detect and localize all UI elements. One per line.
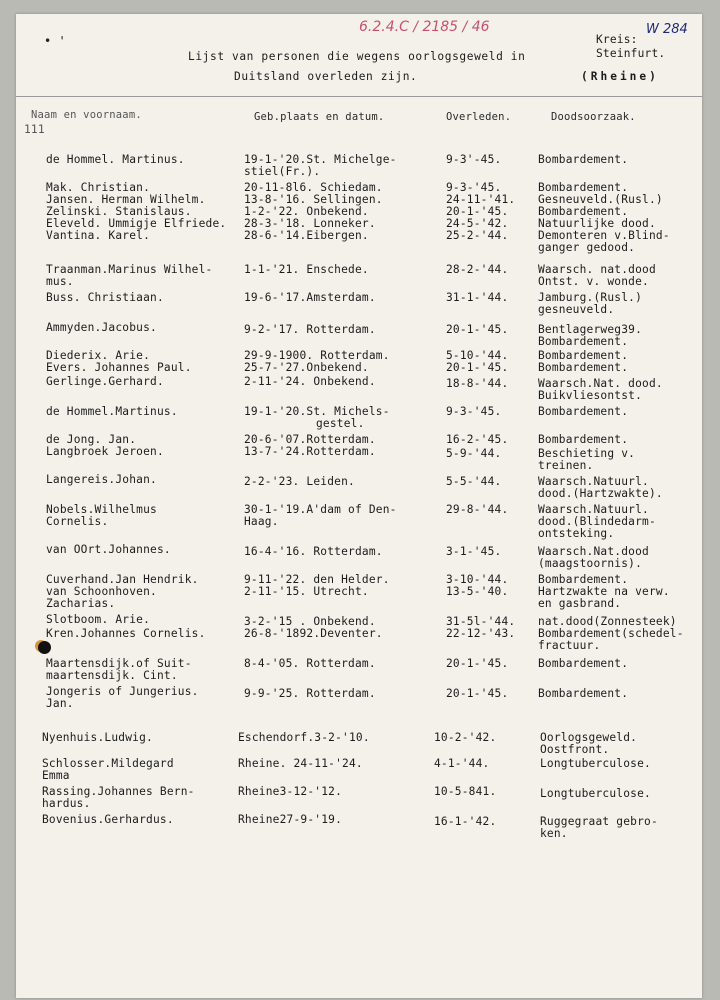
table-row-died: 31-5l-'44. [446,615,516,628]
table-row-name: Diederix. Arie. [46,349,151,362]
table-row-name: Rassing.Johannes Bern- [42,785,195,798]
table-row-birth: 29-9-1900. Rotterdam. [244,349,390,362]
table-row-birth: gestel. [316,417,365,430]
table-row-name: Mak. Christian. [46,181,151,194]
table-row-name: de Hommel. Martinus. [46,153,185,166]
table-row-name: Langbroek Jeroen. [46,445,164,458]
table-row-cause: Beschieting v. [538,447,636,460]
table-row-birth: 25-7-'27.Onbekend. [244,361,369,374]
table-row-birth: 13-8-'16. Sellingen. [244,193,383,206]
place-label: (Rheine) [581,70,659,83]
table-row-cause: Bombardement(schedel- [538,627,684,640]
table-row-cause: Waarsch.Nat.dood [538,545,649,558]
table-row-birth: stiel(Fr.). [244,165,321,178]
table-row-name: de Jong. Jan. [46,433,137,446]
table-row-died: 10-2-'42. [434,731,497,744]
table-row-birth: 2-2-'23. Leiden. [244,475,355,488]
table-row-cause: Jamburg.(Rusl.) [538,291,643,304]
header-rule [16,96,702,97]
margin-mark: 111 [24,123,45,136]
table-row-cause: dood.(Blindedarm- [538,515,656,528]
table-row-birth: 9-2-'17. Rotterdam. [244,323,376,336]
table-row-died: 24-5-'42. [446,217,509,230]
table-row-birth: 1-1-'21. Enschede. [244,263,369,276]
table-row-birth: 28-3-'18. Lonneker. [244,217,376,230]
table-row-birth: Rheine3-12-'12. [238,785,343,798]
table-row-cause: ken. [540,827,568,840]
table-row-cause: gesneuveld. [538,303,615,316]
table-row-cause: Bombardement. [538,433,629,446]
table-row-died: 18-8-'44. [446,377,509,390]
table-row-birth: 13-7-'24.Rotterdam. [244,445,376,458]
table-row-died: 3-10-'44. [446,573,509,586]
table-row-name: Buss. Christiaan. [46,291,164,304]
table-row-birth: 20-11-8l6. Schiedam. [244,181,383,194]
table-row-name: Jongeris of Jungerius. [46,685,199,698]
table-row-cause: Bentlagerweg39. [538,323,643,336]
table-row-cause: Bombardement. [538,205,629,218]
table-row-died: 20-1-'45. [446,687,509,700]
table-row-name: Zacharias. [46,597,116,610]
table-row-birth: 1-2-'22. Onbekend. [244,205,369,218]
table-row-name: Nobels.Wilhelmus [46,503,157,516]
table-row-cause: nat.dood(Zonnesteek) [538,615,677,628]
table-row-died: 31-1-'44. [446,291,509,304]
table-row-name: Evers. Johannes Paul. [46,361,192,374]
table-row-birth: 2-11-'15. Utrecht. [244,585,369,598]
table-row-birth: 28-6-'14.Eibergen. [244,229,369,242]
document-title-line-2: Duitsland overleden zijn. [234,70,418,83]
table-row-cause: ontsteking. [538,527,615,540]
table-row-cause: Buikvliesontst. [538,389,643,402]
table-row-cause: Bombardement. [538,349,629,362]
table-row-died: 20-1-'45. [446,361,509,374]
table-row-cause: Bombardement. [538,573,629,586]
table-row-birth: Rheine27-9-'19. [238,813,343,826]
table-row-cause: Bombardement. [538,181,629,194]
table-row-died: 13-5-'40. [446,585,509,598]
table-row-name: Gerlinge.Gerhard. [46,375,164,388]
table-row-died: 20-1-'45. [446,323,509,336]
table-row-name: Cuverhand.Jan Hendrik. [46,573,199,586]
table-row-birth: 8-4-'05. Rotterdam. [244,657,376,670]
table-row-cause: Oostfront. [540,743,610,756]
table-row-name: Vantina. Karel. [46,229,151,242]
col-header-birth: Geb.plaats en datum. [254,111,385,123]
table-row-name: Cornelis. [46,515,109,528]
table-row-cause: Demonteren v.Blind- [538,229,670,242]
table-row-name: van Schoonhoven. [46,585,157,598]
table-row-name: Jansen. Herman Wilhelm. [46,193,206,206]
table-row-name: Emma [42,769,70,782]
table-row-birth: 9-9-'25. Rotterdam. [244,687,376,700]
table-row-cause: Waarsch. nat.dood [538,263,656,276]
table-row-died: 24-11-'41. [446,193,516,206]
table-row-cause: ganger gedood. [538,241,636,254]
table-row-birth: Eschendorf.3-2-'10. [238,731,370,744]
table-row-birth: 30-1-'19.A'dam of Den- [244,503,397,516]
table-row-cause: Bombardement. [538,657,629,670]
table-row-birth: 19-1-'20.St. Michelge- [244,153,397,166]
table-row-name: de Hommel.Martinus. [46,405,178,418]
table-row-cause: en gasbrand. [538,597,622,610]
table-row-birth: 9-11-'22. den Helder. [244,573,390,586]
table-row-name: maartensdijk. Cint. [46,669,178,682]
table-row-died: 16-1-'42. [434,815,497,828]
table-row-died: 5-10-'44. [446,349,509,362]
table-row-died: 20-1-'45. [446,205,509,218]
table-row-died: 9-3-'45. [446,181,502,194]
table-row-cause: Bombardement. [538,687,629,700]
kreis-label: Kreis: [596,33,638,46]
table-row-died: 5-5-'44. [446,475,502,488]
table-row-cause: Oorlogsgeweld. [540,731,638,744]
table-row-cause: Waarsch.Natuurl. [538,475,649,488]
table-row-name: hardus. [42,797,91,810]
table-row-died: 3-1-'45. [446,545,502,558]
table-row-name: Nyenhuis.Ludwig. [42,731,153,744]
kreis-name: Steinfurt. [596,47,666,60]
document-title-line-1: Lijst van personen die wegens oorlogsgeweld in [188,50,526,63]
corner-reference-mark: W 284 [646,22,688,37]
table-row-cause: Bombardement. [538,153,629,166]
table-row-died: 5-9-'44. [446,447,502,460]
table-row-died: 20-1-'45. [446,657,509,670]
table-row-cause: (maagstoornis). [538,557,643,570]
table-row-name: Kren.Johannes Cornelis. [46,627,206,640]
table-row-name: Zelinski. Stanislaus. [46,205,192,218]
col-header-died: Overleden. [446,111,512,123]
table-row-cause: Bombardement. [538,361,629,374]
table-row-died: 22-12-'43. [446,627,516,640]
table-row-died: 10-5-841. [434,785,497,798]
table-row-name: Bovenius.Gerhardus. [42,813,174,826]
table-row-name: Ammyden.Jacobus. [46,321,157,334]
table-row-died: 25-2-'44. [446,229,509,242]
table-row-name: van OOrt.Johannes. [46,543,171,556]
table-row-died: 29-8-'44. [446,503,509,516]
table-row-cause: fractuur. [538,639,601,652]
table-row-cause: Gesneuveld.(Rusl.) [538,193,663,206]
table-row-cause: Bombardement. [538,335,629,348]
table-row-cause: dood.(Hartzwakte). [538,487,663,500]
table-row-birth: 19-6-'17.Amsterdam. [244,291,376,304]
document-page [16,14,702,998]
table-row-cause: Bombardement. [538,405,629,418]
table-row-died: 16-2-'45. [446,433,509,446]
table-row-cause: Longtuberculose. [540,787,651,800]
archive-reference-stamp: 6.2.4.C / 2185 / 46 [359,19,490,35]
table-row-cause: treinen. [538,459,594,472]
table-row-cause: Natuurlijke dood. [538,217,656,230]
table-row-cause: Ruggegraat gebro- [540,815,658,828]
table-row-birth: Haag. [244,515,279,528]
table-row-cause: Hartzwakte na verw. [538,585,670,598]
ink-mark-icon: • ' [44,34,66,48]
table-row-birth: 3-2-'15 . Onbekend. [244,615,376,628]
table-row-cause: Waarsch.Nat. dood. [538,377,663,390]
table-row-name: Traanman.Marinus Wilhel- [46,263,213,276]
table-row-died: 9-3'-45. [446,153,502,166]
table-row-died: 9-3-'45. [446,405,502,418]
table-row-died: 4-1-'44. [434,757,490,770]
punch-hole-icon [38,641,51,654]
table-row-birth: 26-8-'1892.Deventer. [244,627,383,640]
col-header-name: Naam en voornaam. [31,109,142,121]
table-row-cause: Waarsch.Natuurl. [538,503,649,516]
table-row-name: Langereis.Johan. [46,473,157,486]
col-header-cause: Doodsoorzaak. [551,111,636,123]
table-row-name: mus. [46,275,74,288]
table-row-birth: Rheine. 24-11-'24. [238,757,363,770]
table-row-name: Eleveld. Ummigje Elfriede. [46,217,227,230]
table-row-died: 28-2-'44. [446,263,509,276]
table-row-name: Schlosser.Mildegard [42,757,174,770]
table-row-name: Jan. [46,697,74,710]
table-row-cause: Longtuberculose. [540,757,651,770]
table-row-birth: 19-1-'20.St. Michels- [244,405,390,418]
table-row-birth: 16-4-'16. Rotterdam. [244,545,383,558]
table-row-birth: 2-11-'24. Onbekend. [244,375,376,388]
table-row-name: Maartensdijk.of Suit- [46,657,192,670]
table-row-cause: Ontst. v. wonde. [538,275,649,288]
table-row-birth: 20-6-'07.Rotterdam. [244,433,376,446]
table-row-name: Slotboom. Arie. [46,613,151,626]
